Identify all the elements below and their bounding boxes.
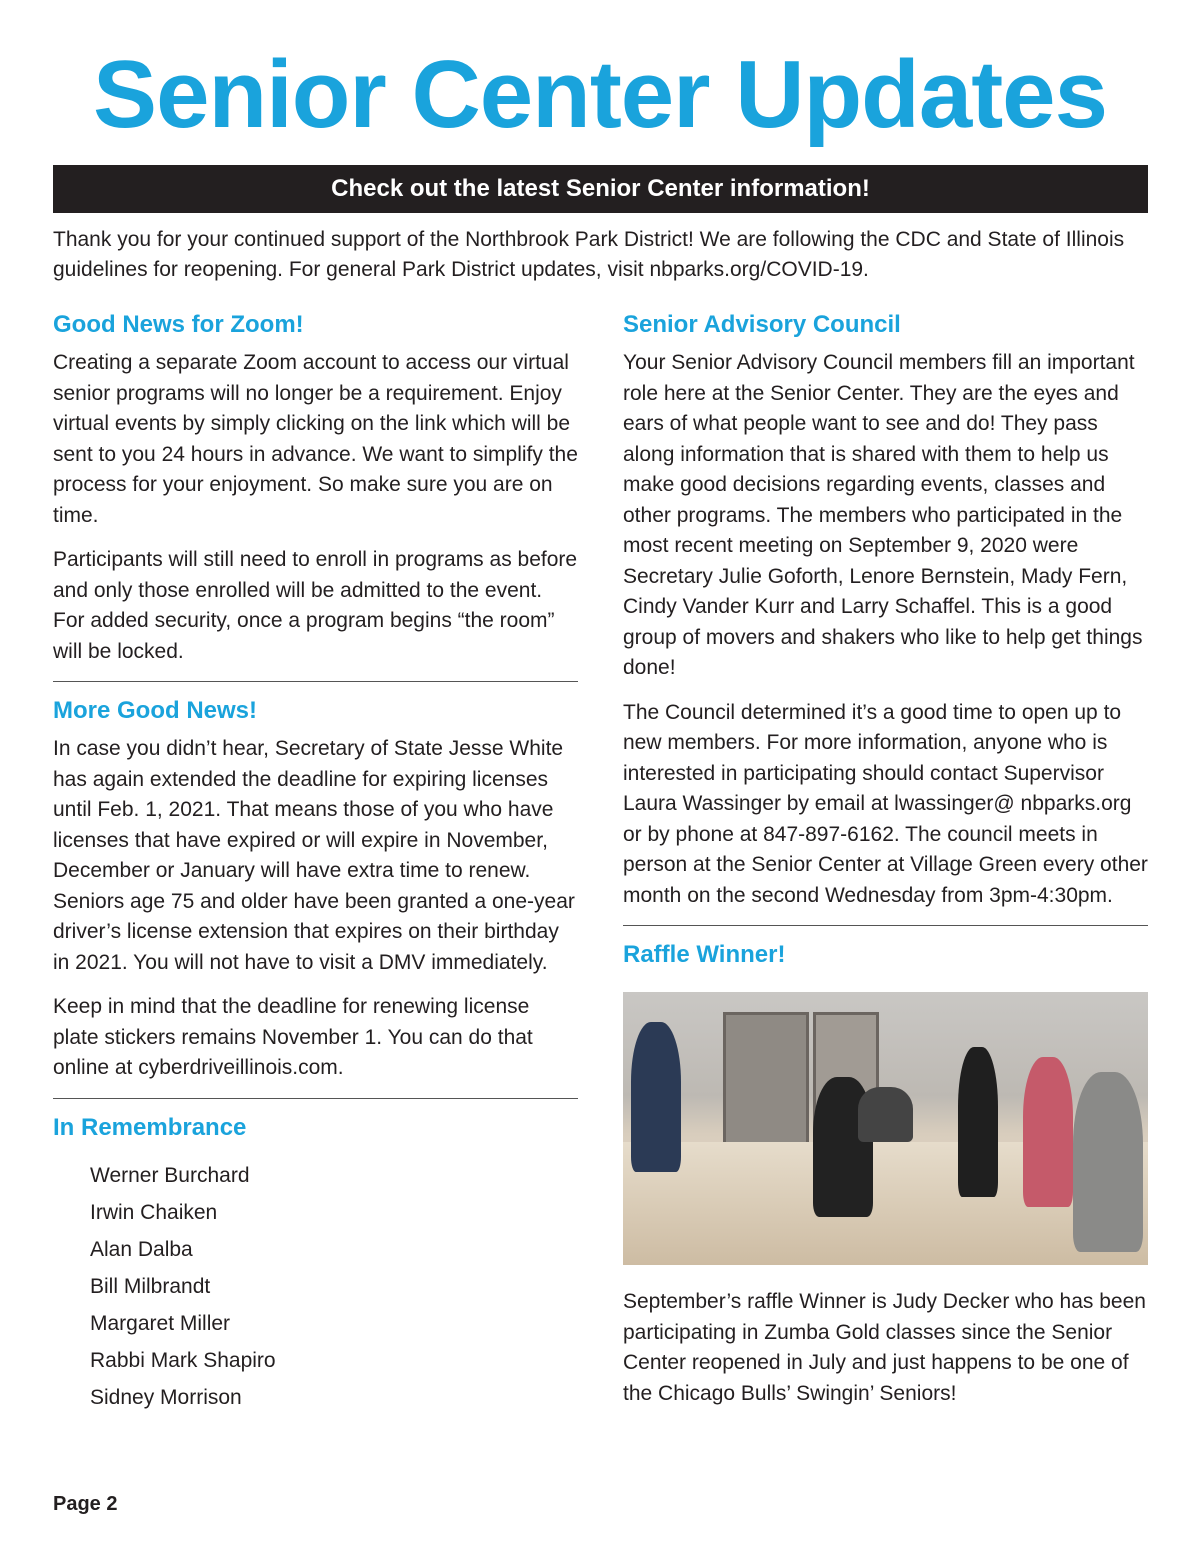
divider [53,1098,578,1099]
remembrance-heading: In Remembrance [53,1113,247,1141]
raffle-heading: Raffle Winner! [623,941,786,968]
list-item: Sidney Morrison [90,1385,242,1409]
zoom-paragraph-1: Creating a separate Zoom account to access our virtual senior programs will no longer be a requirement. Enjoy virtual events by simply clicking on the link which will be sent to you 24 hours in advance. We want to simplify the process for your enjoyment. So make sure you are on time. [53,351,578,527]
list-item: Rabbi Mark Shapiro [90,1348,276,1372]
left-column [53,306,578,1416]
list-item: Bill Milbrandt [90,1274,211,1298]
photo-door [723,1012,809,1148]
photo-person [1073,1072,1143,1252]
list-item: Alan Dalba [90,1237,193,1261]
intro-text: Thank you for your continued support of the Northbrook Park District! We are following the CDC and State of Illinois guidelines for reopening. For general Park District updates, visit nbparks.org/COVID-19. [53,228,1125,281]
divider [623,925,1148,926]
more-news-heading: More Good News! [53,697,258,724]
list-item: Margaret Miller [90,1311,231,1335]
photo-person [858,1087,913,1142]
right-column [623,306,1148,1423]
photo-person [1023,1057,1073,1207]
zoom-paragraph-2: Participants will still need to enroll in programs as before and only those enrolled will be admitted to the event. For added security, once a program begins “the room” will be locked. [53,548,578,663]
more-news-paragraph-1: In case you didn’t hear, Secretary of State Jesse White has again extended the deadline for expiring licenses until Feb. 1, 2021. That means those of you who have licenses that have expired or will expire in November, December or January will have extra time to renew. Seniors age 75 and older have been granted a one-year driver’s license extension that expires on their birthday in 2021. You will not have to visit a DMV immediately. [53,737,575,974]
banner: Check out the latest Senior Center information! [53,165,1148,213]
zoom-heading: Good News for Zoom! [53,311,304,338]
remembrance-list [90,1157,578,1416]
council-paragraph-1: Your Senior Advisory Council members fill an important role here at the Senior Center. They are the eyes and ears of what people want to see and do! They pass along information that is shared with them to help us make good decisions regarding events, classes and other programs. The members who participated in the most recent meeting on September 9, 2020 were Secretary Julie Goforth, Lenore Bernstein, Mady Fern, Cindy Vander Kurr and Larry Schaffel. This is a good group of movers and shakers who like to help get things done! [623,351,1143,679]
photo-person [958,1047,998,1197]
list-item: Werner Burchard [90,1163,250,1187]
more-news-paragraph-2: Keep in mind that the deadline for renewing license plate stickers remains November 1. You can do that online at cyberdriveillinois.com. [53,995,533,1079]
page-number: Page 2 [53,1493,118,1515]
list-item: Irwin Chaiken [90,1200,218,1224]
photo-person [631,1022,681,1172]
raffle-caption: September’s raffle Winner is Judy Decker who has been participating in Zumba Gold classes since the Senior Center reopened in July and just happens to be one of the Chicago Bulls’ Swingin’ Seniors! [623,1290,1146,1405]
divider [53,681,578,682]
page-title: Senior Center Updates [93,41,1107,148]
raffle-photo [623,992,1148,1265]
council-paragraph-2: The Council determined it’s a good time to open up to new members. For more information, anyone who is interested in participating should contact Supervisor Laura Wassinger by email at lwassinger@ nbparks.org or by phone at 847-897-6162. The council meets in person at the Senior Center at Village Green every other month on the second Wednesday from 3pm-4:30pm. [623,700,1148,907]
council-heading: Senior Advisory Council [623,311,901,338]
